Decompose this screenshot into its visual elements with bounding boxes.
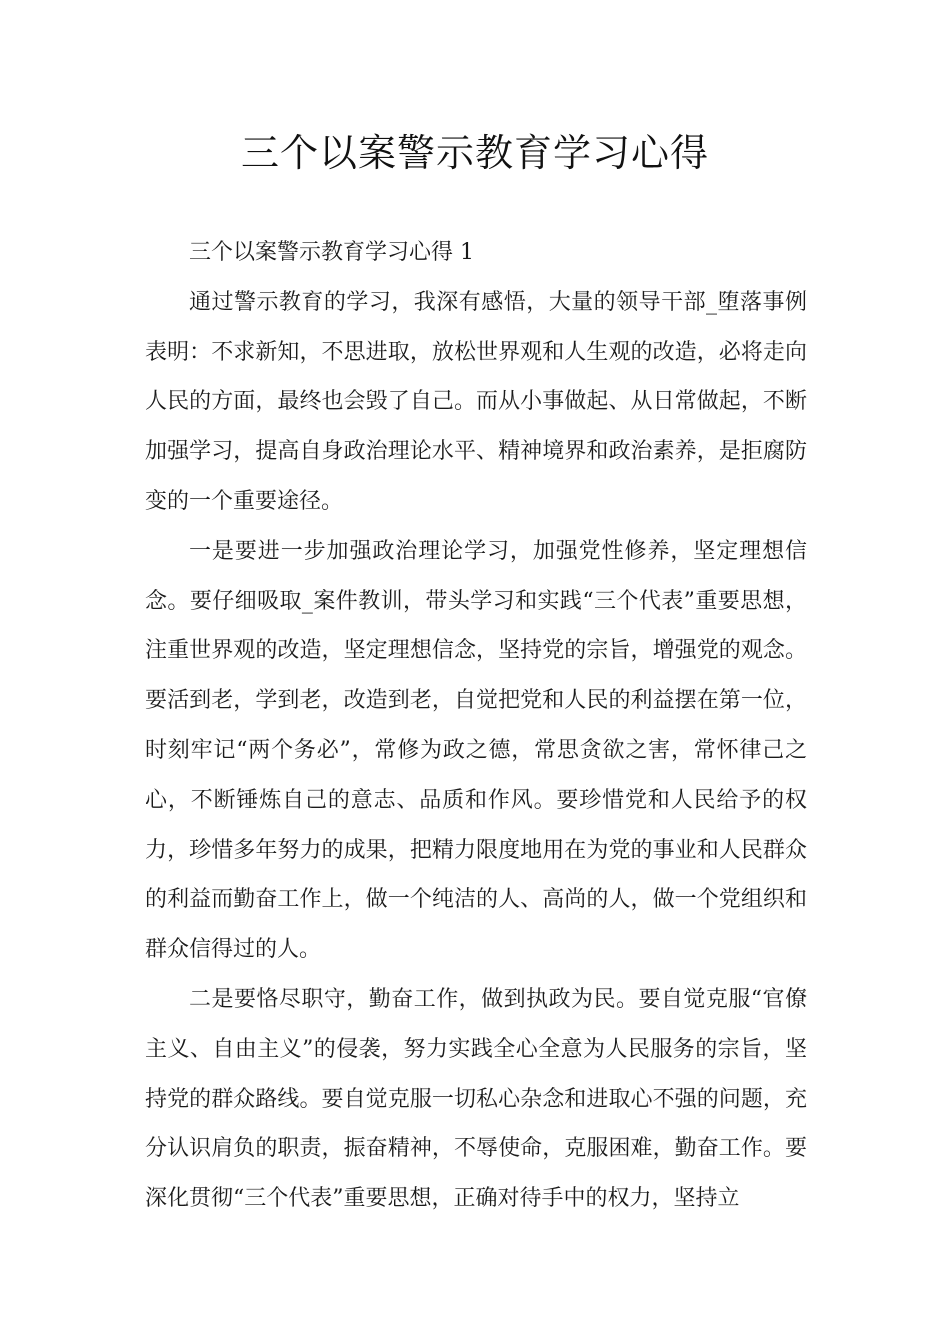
document-body <box>145 228 807 1224</box>
document-title: 三个以案警示教育学习心得 <box>240 131 709 175</box>
paragraph-intro: 通过警示教育的学习，我深有感悟，大量的领导干部_堕落事例表明：不求新知，不思进取，放松世界观和人生观的改造，必将走向人民的方面，最终也会毁了自己。而从小事做起、从日常做起，不断加强学习，提高自身政治理论水平、精神境界和政治素养，是拒腐防变的一个重要途径。 <box>145 289 807 514</box>
section-heading: 三个以案警示教育学习心得 1 <box>189 240 474 265</box>
paragraph-point-one: 一是要进一步加强政治理论学习，加强党性修养，坚定理想信念。要仔细吸取_案件教训，带头学习和实践“三个代表”重要思想，注重世界观的改造，坚定理想信念，坚持党的宗旨，增强党的观念。要活到老，学到老，改造到老，自觉把党和人民的利益摆在第一位，时刻牢记“两个务必”，常修为政之德，常思贪欲之害，常怀律己之心，不断锤炼自己的意志、品质和作风。要珍惜党和人民给予的权力，珍惜多年努力的成果，把精力限度地用在为党的事业和人民群众的利益而勤奋工作上，做一个纯洁的人、高尚的人，做一个党组织和群众信得过的人。 <box>145 538 807 963</box>
paragraph-point-two: 二是要恪尽职守，勤奋工作，做到执政为民。要自觉克服“官僚主义、自由主义”的侵袭，努力实践全心全意为人民服务的宗旨，坚持党的群众路线。要自觉克服一切私心杂念和进取心不强的问题，充分认识肩负的职责，振奋精神，不辱使命，克服困难，勤奋工作。要深化贯彻“三个代表”重要思想，正确对待手中的权力，坚持立 <box>145 986 807 1212</box>
